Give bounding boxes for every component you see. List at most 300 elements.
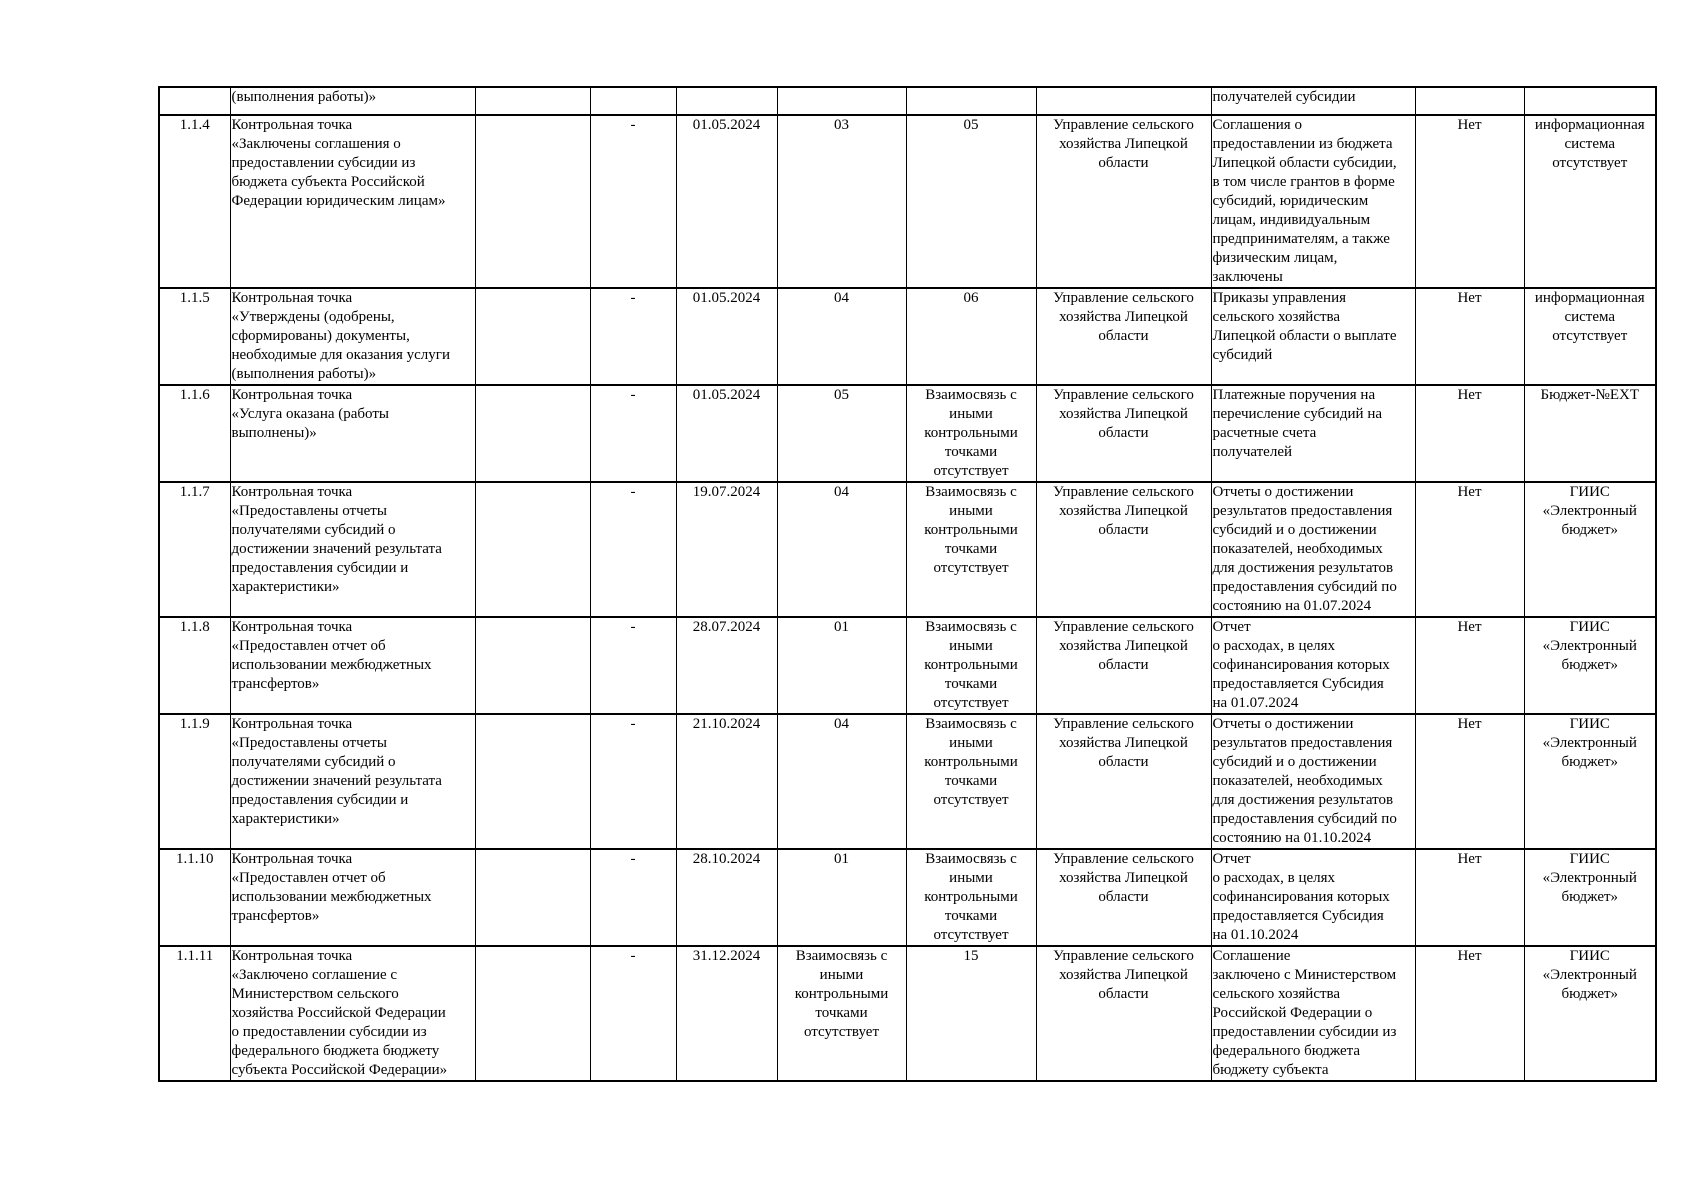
cell-document: [1211, 385, 1415, 482]
cell-predecessor-line: 01: [834, 851, 849, 867]
cell-document-line: предоставляется Субсидия: [1212, 908, 1384, 924]
cell-responsible-line: области: [1098, 522, 1149, 538]
cell-date: [676, 617, 777, 714]
cell-document-line: предоставления субсидий по: [1212, 811, 1397, 827]
cell-document: [1211, 617, 1415, 714]
cell-control-point-name-line: Контрольная точка: [231, 948, 353, 964]
cell-successor: [906, 385, 1036, 482]
cell-control-point-name-line: «Утверждены (одобрены,: [231, 309, 395, 325]
cell-predecessor-line: 04: [834, 290, 849, 306]
cell-number: [159, 87, 230, 115]
cell-information-system-line: бюджет»: [1561, 522, 1619, 538]
cell-document-line: предоставляется Субсидия: [1212, 676, 1384, 692]
cell-control-point-name-line: «Предоставлен отчет об: [231, 638, 386, 654]
cell-control-point-name-line: хозяйства Российской Федерации: [231, 1005, 446, 1021]
cell-document-line: Платежные поручения на: [1212, 387, 1376, 403]
cell-flag-text: Нет: [1457, 117, 1482, 133]
cell-date-text: 21.10.2024: [692, 716, 761, 732]
cell-number-text: 1.1.4: [179, 117, 210, 133]
cell-responsible-line: области: [1098, 889, 1149, 905]
cell-number-text: 1.1.7: [179, 484, 210, 500]
cell-responsible-line: хозяйства Липецкой: [1059, 503, 1188, 519]
cell-number: [159, 617, 230, 714]
cell-predecessor: [777, 849, 906, 946]
cell-document-line: Отчеты о достижении: [1212, 716, 1354, 732]
cell-control-point-name-line: Контрольная точка: [231, 619, 353, 635]
cell-flag-text: Нет: [1457, 290, 1482, 306]
cell-control-point-name-line: характеристики»: [231, 811, 340, 827]
cell-responsible-line: Управление сельского: [1053, 387, 1194, 403]
cell-dash-text: -: [630, 117, 636, 133]
cell-predecessor: [777, 714, 906, 849]
cell-control-point-name-line: предоставления субсидии и: [231, 560, 409, 576]
cell-document-line: субсидий и о достижении: [1212, 754, 1377, 770]
cell-predecessor-line: контрольными: [794, 986, 889, 1002]
cell-flag-text: Нет: [1457, 851, 1482, 867]
cell-predecessor-line: 04: [834, 484, 849, 500]
cell-date-text: 28.10.2024: [692, 851, 761, 867]
cell-document: [1211, 115, 1415, 288]
cell-control-point-name-line: (выполнения работы)»: [231, 89, 377, 105]
cell-successor: [906, 87, 1036, 115]
cell-control-point-name-line: Контрольная точка: [231, 716, 353, 732]
cell-information-system-line: «Электронный: [1542, 503, 1637, 519]
cell-control-point-name-line: трансфертов»: [231, 908, 320, 924]
cell-document-line: показателей, необходимых: [1212, 541, 1383, 557]
cell-successor-line: иными: [949, 406, 993, 422]
table-row: [159, 87, 1656, 115]
cell-control-point-name-line: предоставления субсидии и: [231, 792, 409, 808]
cell-responsible-line: хозяйства Липецкой: [1059, 136, 1188, 152]
cell-document: [1211, 849, 1415, 946]
cell-date: [676, 946, 777, 1081]
cell-document-line: результатов предоставления: [1212, 735, 1393, 751]
cell-flag: [1415, 87, 1524, 115]
cell-flag: [1415, 714, 1524, 849]
cell-document: [1211, 482, 1415, 617]
cell-document-line: Отчет: [1212, 619, 1251, 635]
cell-date: [676, 849, 777, 946]
cell-document-line: состоянию на 01.10.2024: [1212, 830, 1372, 846]
cell-date-text: 28.07.2024: [692, 619, 761, 635]
cell-successor-line: отсутствует: [933, 792, 1009, 808]
cell-number: [159, 714, 230, 849]
cell-information-system: [1524, 288, 1656, 385]
control-points-table: [158, 86, 1657, 1082]
cell-successor: [906, 115, 1036, 288]
cell-predecessor-line: Взаимосвязь с: [795, 948, 888, 964]
cell-information-system-line: ГИИС: [1569, 851, 1610, 867]
cell-responsible-line: области: [1098, 754, 1149, 770]
cell-successor-line: иными: [949, 638, 993, 654]
cell-information-system-line: информационная: [1534, 290, 1645, 306]
cell-dash-text: -: [630, 851, 636, 867]
cell-predecessor-line: 01: [834, 619, 849, 635]
cell-control-point-name-line: сформированы) документы,: [231, 328, 410, 344]
table-row: [159, 946, 1656, 1081]
cell-document: [1211, 87, 1415, 115]
cell-information-system: [1524, 849, 1656, 946]
cell-empty: [475, 115, 590, 288]
cell-document-line: Отчет: [1212, 851, 1251, 867]
cell-responsible-line: области: [1098, 328, 1149, 344]
cell-empty: [475, 482, 590, 617]
cell-control-point-name-line: «Предоставлен отчет об: [231, 870, 386, 886]
cell-successor: [906, 714, 1036, 849]
cell-successor-line: контрольными: [924, 425, 1018, 441]
cell-document-line: заключены: [1212, 269, 1283, 285]
cell-responsible-line: области: [1098, 425, 1149, 441]
cell-information-system: [1524, 87, 1656, 115]
cell-document-line: в том числе грантов в форме: [1212, 174, 1395, 190]
cell-control-point-name-line: характеристики»: [231, 579, 340, 595]
cell-control-point-name-line: использовании межбюджетных: [231, 657, 432, 673]
cell-successor-line: точками: [944, 444, 998, 460]
table-row: [159, 482, 1656, 617]
cell-control-point-name: [230, 849, 475, 946]
cell-successor-line: Взаимосвязь с: [925, 851, 1017, 867]
cell-information-system: [1524, 946, 1656, 1081]
cell-responsible: [1036, 849, 1211, 946]
cell-control-point-name-line: Федерации юридическим лицам»: [231, 193, 446, 209]
cell-document-line: получателей субсидии: [1212, 89, 1356, 105]
cell-successor-line: контрольными: [924, 754, 1018, 770]
cell-successor-line: точками: [944, 773, 998, 789]
cell-document-line: сельского хозяйства: [1212, 309, 1341, 325]
cell-responsible-line: хозяйства Липецкой: [1059, 638, 1188, 654]
cell-control-point-name-line: федерального бюджета бюджету: [231, 1043, 440, 1059]
cell-empty: [475, 617, 590, 714]
cell-control-point-name-line: «Услуга оказана (работы: [231, 406, 389, 422]
cell-responsible: [1036, 482, 1211, 617]
cell-flag-text: Нет: [1457, 619, 1482, 635]
cell-control-point-name: [230, 946, 475, 1081]
cell-responsible: [1036, 385, 1211, 482]
cell-number-text: 1.1.9: [179, 716, 210, 732]
cell-document-line: Отчеты о достижении: [1212, 484, 1354, 500]
cell-information-system: [1524, 617, 1656, 714]
cell-responsible-line: Управление сельского: [1053, 484, 1194, 500]
cell-document-line: предоставлении из бюджета: [1212, 136, 1393, 152]
cell-responsible-line: Управление сельского: [1053, 619, 1194, 635]
cell-dash-text: -: [630, 484, 636, 500]
cell-date-text: 31.12.2024: [692, 948, 761, 964]
cell-dash: [590, 87, 676, 115]
cell-information-system: [1524, 385, 1656, 482]
cell-successor-line: отсутствует: [933, 927, 1009, 943]
cell-information-system-line: «Электронный: [1542, 638, 1637, 654]
cell-dash: [590, 714, 676, 849]
cell-document-line: о расходах, в целях: [1212, 638, 1336, 654]
cell-flag-text: Нет: [1457, 948, 1482, 964]
cell-information-system-line: ГИИС: [1569, 619, 1610, 635]
cell-responsible-line: Управление сельского: [1053, 851, 1194, 867]
cell-information-system-line: «Электронный: [1542, 967, 1637, 983]
cell-responsible-line: хозяйства Липецкой: [1059, 870, 1188, 886]
cell-responsible-line: Управление сельского: [1053, 948, 1194, 964]
cell-document-line: физическим лицам,: [1212, 250, 1338, 266]
cell-responsible: [1036, 946, 1211, 1081]
cell-document-line: субсидий и о достижении: [1212, 522, 1377, 538]
cell-flag: [1415, 115, 1524, 288]
cell-document-line: бюджету субъекта: [1212, 1062, 1329, 1078]
table-row: [159, 617, 1656, 714]
cell-information-system-line: ГИИС: [1569, 716, 1610, 732]
cell-date-text: 01.05.2024: [692, 117, 761, 133]
cell-date: [676, 714, 777, 849]
cell-responsible: [1036, 617, 1211, 714]
cell-responsible-line: хозяйства Липецкой: [1059, 967, 1188, 983]
cell-successor: [906, 946, 1036, 1081]
cell-control-point-name: [230, 87, 475, 115]
cell-dash: [590, 288, 676, 385]
cell-successor: [906, 482, 1036, 617]
cell-number-text: 1.1.8: [179, 619, 210, 635]
cell-information-system-line: отсутствует: [1552, 155, 1628, 171]
cell-date: [676, 482, 777, 617]
cell-successor-line: отсутствует: [933, 560, 1009, 576]
cell-predecessor: [777, 288, 906, 385]
cell-predecessor: [777, 87, 906, 115]
cell-document: [1211, 946, 1415, 1081]
cell-document-line: на 01.07.2024: [1212, 695, 1299, 711]
cell-information-system: [1524, 115, 1656, 288]
cell-document-line: результатов предоставления: [1212, 503, 1393, 519]
cell-successor-line: точками: [944, 676, 998, 692]
cell-dash: [590, 115, 676, 288]
cell-responsible-line: Управление сельского: [1053, 117, 1194, 133]
cell-predecessor-line: точками: [815, 1005, 868, 1021]
cell-document-line: предоставления субсидий по: [1212, 579, 1397, 595]
cell-predecessor: [777, 385, 906, 482]
cell-control-point-name-line: «Заключены соглашения о: [231, 136, 401, 152]
cell-empty: [475, 87, 590, 115]
cell-control-point-name-line: (выполнения работы)»: [231, 366, 377, 382]
cell-successor-line: контрольными: [924, 657, 1018, 673]
cell-control-point-name-line: Контрольная точка: [231, 290, 353, 306]
cell-responsible-line: хозяйства Липецкой: [1059, 406, 1188, 422]
cell-responsible-line: хозяйства Липецкой: [1059, 735, 1188, 751]
cell-control-point-name-line: необходимые для оказания услуги: [231, 347, 450, 363]
cell-successor-line: отсутствует: [933, 463, 1009, 479]
cell-successor: [906, 849, 1036, 946]
cell-responsible: [1036, 714, 1211, 849]
cell-information-system-line: система: [1564, 309, 1616, 325]
cell-document-line: для достижения результатов: [1212, 792, 1394, 808]
cell-document-line: Соглашения о: [1212, 117, 1302, 133]
cell-successor-line: контрольными: [924, 522, 1018, 538]
cell-document-line: Соглашение: [1212, 948, 1291, 964]
table-row: [159, 288, 1656, 385]
cell-successor-line: иными: [949, 503, 993, 519]
cell-predecessor-line: 04: [834, 716, 849, 732]
cell-empty: [475, 946, 590, 1081]
cell-control-point-name: [230, 288, 475, 385]
cell-document-line: получателей: [1212, 444, 1293, 460]
table-body: [159, 87, 1656, 1081]
cell-number-text: 1.1.6: [179, 387, 210, 403]
cell-number-text: 1.1.11: [176, 948, 214, 964]
cell-control-point-name-line: достижении значений результата: [231, 541, 442, 557]
cell-control-point-name-line: Контрольная точка: [231, 484, 353, 500]
cell-document: [1211, 288, 1415, 385]
cell-control-point-name-line: Контрольная точка: [231, 851, 353, 867]
cell-number: [159, 288, 230, 385]
cell-document-line: лицам, индивидуальным: [1212, 212, 1371, 228]
cell-document-line: федерального бюджета: [1212, 1043, 1361, 1059]
cell-dash-text: -: [630, 619, 636, 635]
cell-number: [159, 385, 230, 482]
cell-information-system-line: «Электронный: [1542, 870, 1637, 886]
cell-information-system-line: бюджет»: [1561, 754, 1619, 770]
cell-successor-line: Взаимосвязь с: [925, 484, 1017, 500]
cell-control-point-name-line: о предоставлении субсидии из: [231, 1024, 427, 1040]
cell-successor-line: Взаимосвязь с: [925, 619, 1017, 635]
cell-successor-line: 06: [963, 290, 979, 306]
cell-flag-text: Нет: [1457, 484, 1482, 500]
cell-information-system-line: система: [1564, 136, 1616, 152]
cell-control-point-name-line: выполнены)»: [231, 425, 317, 441]
cell-predecessor-line: отсутствует: [803, 1024, 880, 1040]
cell-predecessor-line: 03: [834, 117, 849, 133]
cell-information-system-line: ГИИС: [1569, 948, 1610, 964]
table-row: [159, 849, 1656, 946]
cell-control-point-name-line: «Заключено соглашение с: [231, 967, 398, 983]
cell-dash: [590, 946, 676, 1081]
cell-document-line: предпринимателям, а также: [1212, 231, 1390, 247]
cell-document-line: софинансирования которых: [1212, 889, 1390, 905]
cell-control-point-name-line: получателями субсидий о: [231, 754, 396, 770]
cell-document-line: софинансирования которых: [1212, 657, 1390, 673]
cell-control-point-name-line: получателями субсидий о: [231, 522, 396, 538]
cell-empty: [475, 849, 590, 946]
cell-successor-line: иными: [949, 870, 993, 886]
cell-date: [676, 385, 777, 482]
cell-document-line: субсидий: [1212, 347, 1273, 363]
cell-document: [1211, 714, 1415, 849]
cell-date: [676, 288, 777, 385]
cell-flag: [1415, 482, 1524, 617]
cell-control-point-name: [230, 385, 475, 482]
cell-responsible: [1036, 115, 1211, 288]
cell-dash-text: -: [630, 948, 636, 964]
cell-successor-line: точками: [944, 908, 998, 924]
cell-flag: [1415, 288, 1524, 385]
cell-control-point-name: [230, 482, 475, 617]
table-row: [159, 115, 1656, 288]
cell-document-line: на 01.10.2024: [1212, 927, 1299, 943]
cell-document-line: заключено с Министерством: [1212, 967, 1397, 983]
cell-date: [676, 115, 777, 288]
cell-successor-line: точками: [944, 541, 998, 557]
cell-predecessor: [777, 946, 906, 1081]
cell-dash: [590, 849, 676, 946]
cell-control-point-name-line: субъекта Российской Федерации»: [231, 1062, 448, 1078]
cell-document-line: Липецкой области о выплате: [1212, 328, 1397, 344]
cell-document-line: Приказы управления: [1212, 290, 1346, 306]
cell-successor-line: 05: [963, 117, 979, 133]
cell-successor-line: отсутствует: [933, 695, 1009, 711]
cell-date-text: 19.07.2024: [692, 484, 761, 500]
cell-information-system-line: ГИИС: [1569, 484, 1610, 500]
cell-dash-text: -: [630, 716, 636, 732]
cell-responsible: [1036, 87, 1211, 115]
cell-document-line: перечисление субсидий на: [1212, 406, 1383, 422]
cell-empty: [475, 385, 590, 482]
cell-control-point-name-line: Контрольная точка: [231, 387, 353, 403]
cell-information-system: [1524, 714, 1656, 849]
cell-control-point-name-line: «Предоставлены отчеты: [231, 735, 387, 751]
cell-predecessor: [777, 482, 906, 617]
cell-information-system-line: бюджет»: [1561, 986, 1619, 1002]
cell-information-system-line: информационная: [1534, 117, 1645, 133]
cell-document-line: Российской Федерации о: [1212, 1005, 1373, 1021]
cell-information-system-line: «Электронный: [1542, 735, 1637, 751]
cell-control-point-name: [230, 617, 475, 714]
cell-control-point-name-line: трансфертов»: [231, 676, 320, 692]
cell-document-line: состоянию на 01.07.2024: [1212, 598, 1372, 614]
cell-number-text: 1.1.5: [179, 290, 210, 306]
cell-flag-text: Нет: [1457, 387, 1482, 403]
cell-document-line: расчетные счета: [1212, 425, 1317, 441]
cell-successor: [906, 288, 1036, 385]
cell-control-point-name-line: бюджета субъекта Российской: [231, 174, 425, 190]
cell-control-point-name-line: достижении значений результата: [231, 773, 442, 789]
cell-number-text: 1.1.10: [176, 851, 214, 867]
cell-flag-text: Нет: [1457, 716, 1482, 732]
cell-document-line: Липецкой области субсидии,: [1212, 155, 1397, 171]
table-row: [159, 385, 1656, 482]
cell-responsible-line: области: [1098, 986, 1149, 1002]
cell-flag: [1415, 617, 1524, 714]
cell-flag: [1415, 849, 1524, 946]
cell-information-system: [1524, 482, 1656, 617]
cell-control-point-name: [230, 115, 475, 288]
cell-number: [159, 115, 230, 288]
cell-successor-line: контрольными: [924, 889, 1018, 905]
cell-number: [159, 849, 230, 946]
cell-successor-line: Взаимосвязь с: [925, 387, 1017, 403]
cell-document-line: субсидий, юридическим: [1212, 193, 1369, 209]
cell-dash: [590, 617, 676, 714]
table-row: [159, 714, 1656, 849]
cell-predecessor: [777, 115, 906, 288]
cell-control-point-name-line: Контрольная точка: [231, 117, 353, 133]
cell-flag: [1415, 385, 1524, 482]
cell-successor-line: Взаимосвязь с: [925, 716, 1017, 732]
cell-number: [159, 482, 230, 617]
cell-dash-text: -: [630, 290, 636, 306]
cell-control-point-name-line: Министерством сельского: [231, 986, 399, 1002]
cell-control-point-name-line: «Предоставлены отчеты: [231, 503, 387, 519]
cell-information-system-line: Бюджет-№EXT: [1540, 387, 1640, 403]
cell-successor-line: 15: [963, 948, 979, 964]
cell-predecessor-line: иными: [819, 967, 864, 983]
cell-control-point-name-line: использовании межбюджетных: [231, 889, 432, 905]
cell-successor-line: иными: [949, 735, 993, 751]
cell-information-system-line: бюджет»: [1561, 889, 1619, 905]
cell-information-system-line: бюджет»: [1561, 657, 1619, 673]
cell-document-line: для достижения результатов: [1212, 560, 1394, 576]
cell-document-line: сельского хозяйства: [1212, 986, 1341, 1002]
cell-information-system-line: отсутствует: [1552, 328, 1628, 344]
cell-control-point-name-line: предоставлении субсидии из: [231, 155, 416, 171]
cell-document-line: показателей, необходимых: [1212, 773, 1383, 789]
cell-predecessor-line: 05: [834, 387, 849, 403]
cell-number: [159, 946, 230, 1081]
cell-date: [676, 87, 777, 115]
cell-empty: [475, 714, 590, 849]
